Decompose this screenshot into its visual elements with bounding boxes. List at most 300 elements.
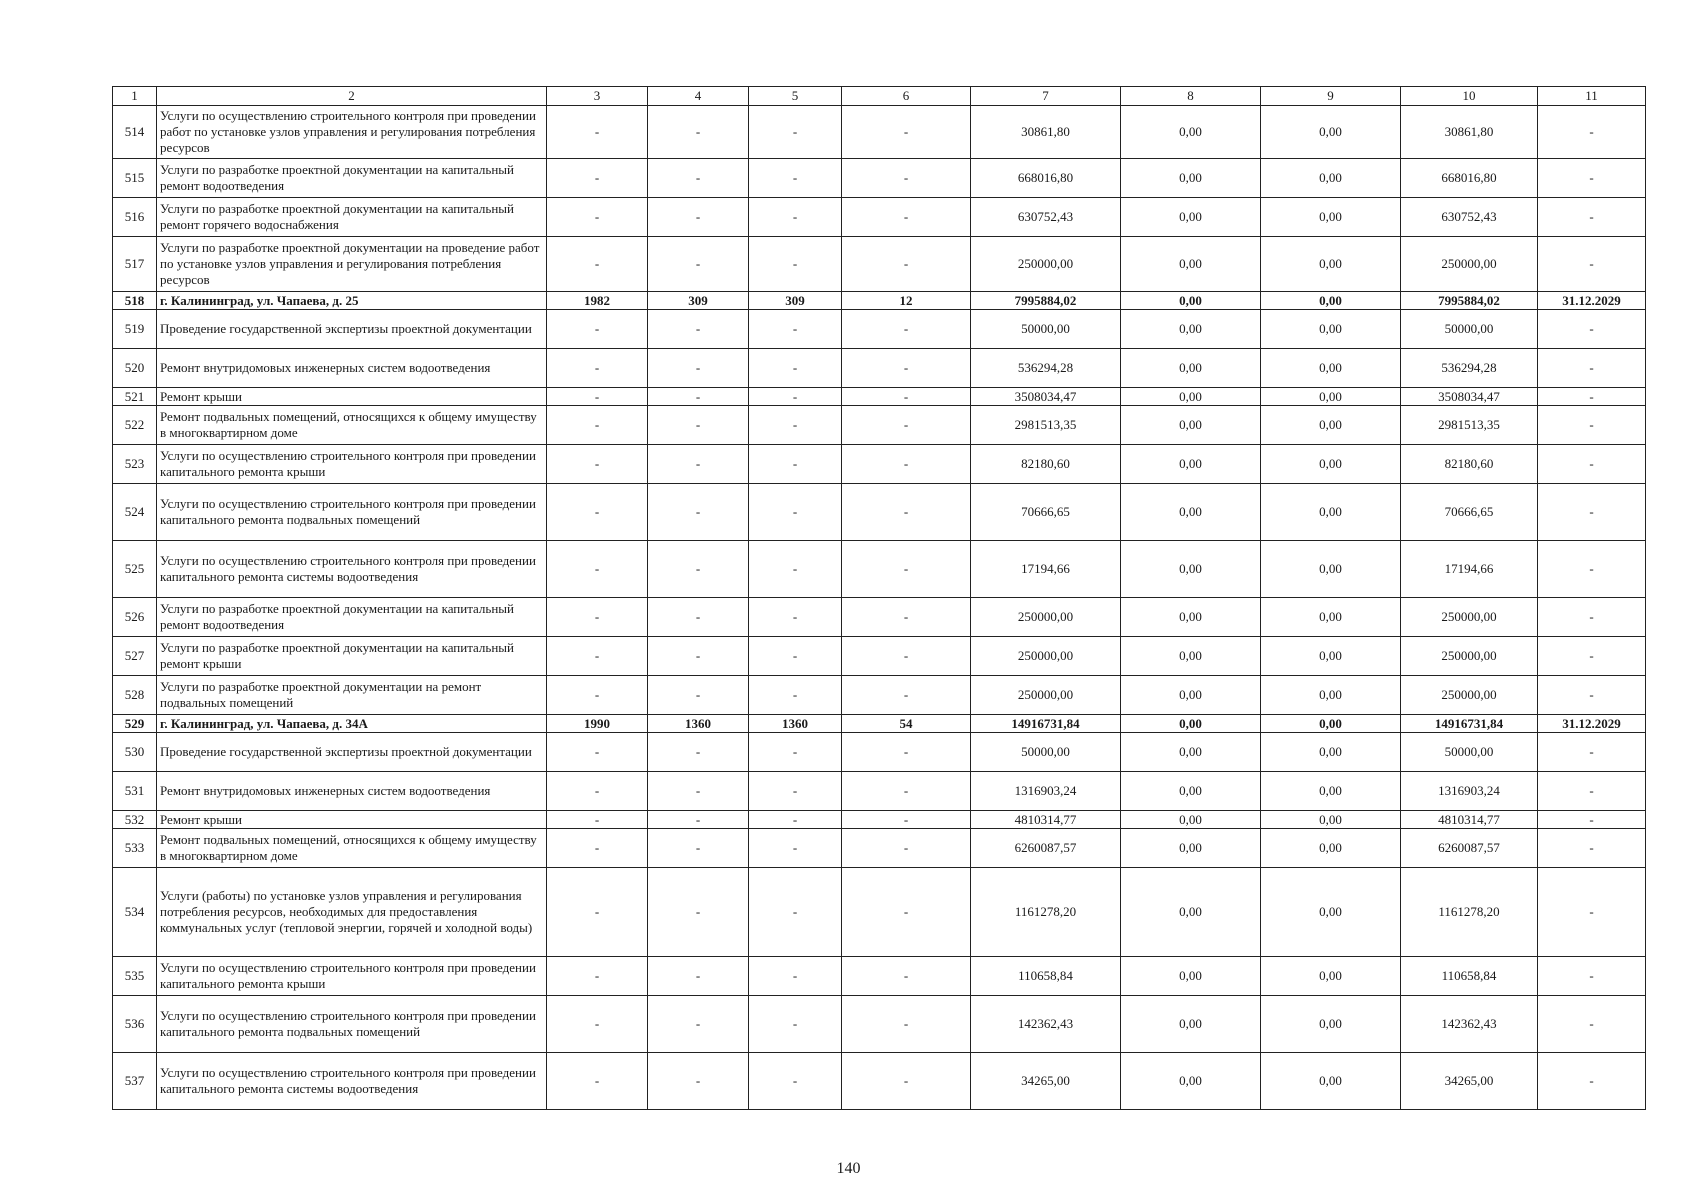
table-row	[113, 637, 1646, 676]
work-name: Проведение государственной экспертизы проектной документации	[157, 733, 547, 772]
col-9: 0,00	[1261, 868, 1401, 957]
table-row	[113, 829, 1646, 868]
work-name: г. Калининград, ул. Чапаева, д. 34А	[157, 715, 547, 733]
col-11: -	[1538, 159, 1646, 198]
table-row	[113, 541, 1646, 598]
table-row	[113, 484, 1646, 541]
col-3: -	[547, 996, 648, 1053]
col-5: -	[749, 996, 842, 1053]
col-6: -	[842, 106, 971, 159]
col-7-total: 250000,00	[971, 237, 1121, 292]
row-number: 527	[113, 637, 157, 676]
col-3: 1982	[547, 292, 648, 310]
table-row	[113, 996, 1646, 1053]
row-number: 532	[113, 811, 157, 829]
col-10: 6260087,57	[1401, 829, 1538, 868]
table-row	[113, 237, 1646, 292]
col-7-total: 536294,28	[971, 349, 1121, 388]
col-9: 0,00	[1261, 676, 1401, 715]
col-10: 82180,60	[1401, 445, 1538, 484]
col-4: -	[648, 1053, 749, 1110]
col-7-total: 6260087,57	[971, 829, 1121, 868]
col-4: -	[648, 349, 749, 388]
col-10: 2981513,35	[1401, 406, 1538, 445]
col-4: -	[648, 445, 749, 484]
col-6: -	[842, 676, 971, 715]
col-7-total: 30861,80	[971, 106, 1121, 159]
col-3: -	[547, 733, 648, 772]
col-4: -	[648, 310, 749, 349]
col-10: 250000,00	[1401, 676, 1538, 715]
col-4: -	[648, 541, 749, 598]
col-7-total: 50000,00	[971, 733, 1121, 772]
column-number: 4	[648, 87, 749, 106]
col-8: 0,00	[1121, 310, 1261, 349]
work-name: Услуги по разработке проектной документации на проведение работ по установке узлов управления и регулирования потребления ресурсов	[157, 237, 547, 292]
col-3: 1990	[547, 715, 648, 733]
col-3: -	[547, 349, 648, 388]
col-4: -	[648, 676, 749, 715]
col-8: 0,00	[1121, 996, 1261, 1053]
col-6: -	[842, 159, 971, 198]
col-3: -	[547, 237, 648, 292]
col-11: -	[1538, 637, 1646, 676]
work-name: Услуги по осуществлению строительного контроля при проведении капитального ремонта крыши	[157, 445, 547, 484]
table-row	[113, 445, 1646, 484]
col-9: 0,00	[1261, 406, 1401, 445]
work-name: Услуги по разработке проектной документации на ремонт подвальных помещений	[157, 676, 547, 715]
col-9: 0,00	[1261, 237, 1401, 292]
work-name: Услуги по осуществлению строительного контроля при проведении капитального ремонта крыши	[157, 957, 547, 996]
work-name: Проведение государственной экспертизы проектной документации	[157, 310, 547, 349]
col-8: 0,00	[1121, 676, 1261, 715]
col-10: 17194,66	[1401, 541, 1538, 598]
col-11: -	[1538, 829, 1646, 868]
work-name: Услуги по разработке проектной документации на капитальный ремонт водоотведения	[157, 598, 547, 637]
col-8: 0,00	[1121, 349, 1261, 388]
col-11: -	[1538, 676, 1646, 715]
table-body	[113, 87, 1646, 1110]
col-5: -	[749, 637, 842, 676]
column-number: 6	[842, 87, 971, 106]
col-5: -	[749, 733, 842, 772]
col-6: 12	[842, 292, 971, 310]
col-9: 0,00	[1261, 637, 1401, 676]
col-6: -	[842, 811, 971, 829]
col-6: -	[842, 198, 971, 237]
col-6: -	[842, 829, 971, 868]
work-name: Ремонт крыши	[157, 811, 547, 829]
col-8: 0,00	[1121, 388, 1261, 406]
col-6: -	[842, 637, 971, 676]
row-number: 534	[113, 868, 157, 957]
col-3: -	[547, 829, 648, 868]
col-3: -	[547, 484, 648, 541]
col-10: 110658,84	[1401, 957, 1538, 996]
col-3: -	[547, 811, 648, 829]
col-3: -	[547, 198, 648, 237]
column-number: 1	[113, 87, 157, 106]
col-11: -	[1538, 198, 1646, 237]
col-10: 250000,00	[1401, 237, 1538, 292]
col-5: -	[749, 484, 842, 541]
col-5: -	[749, 598, 842, 637]
col-5: -	[749, 957, 842, 996]
col-6: -	[842, 484, 971, 541]
col-10: 70666,65	[1401, 484, 1538, 541]
col-6: -	[842, 349, 971, 388]
col-3: -	[547, 772, 648, 811]
col-9: 0,00	[1261, 957, 1401, 996]
col-10: 7995884,02	[1401, 292, 1538, 310]
row-number: 514	[113, 106, 157, 159]
table-row	[113, 733, 1646, 772]
col-8: 0,00	[1121, 541, 1261, 598]
col-8: 0,00	[1121, 445, 1261, 484]
col-3: -	[547, 868, 648, 957]
column-number: 5	[749, 87, 842, 106]
col-4: -	[648, 406, 749, 445]
col-8: 0,00	[1121, 829, 1261, 868]
col-7-total: 70666,65	[971, 484, 1121, 541]
col-6: -	[842, 445, 971, 484]
col-4: -	[648, 811, 749, 829]
col-9: 0,00	[1261, 715, 1401, 733]
col-7-total: 110658,84	[971, 957, 1121, 996]
work-name: Услуги по разработке проектной документации на капитальный ремонт водоотведения	[157, 159, 547, 198]
col-7-total: 2981513,35	[971, 406, 1121, 445]
col-11: -	[1538, 388, 1646, 406]
column-number: 10	[1401, 87, 1538, 106]
col-3: -	[547, 406, 648, 445]
col-8: 0,00	[1121, 637, 1261, 676]
col-4: -	[648, 733, 749, 772]
col-10: 250000,00	[1401, 598, 1538, 637]
work-name: Услуги по осуществлению строительного контроля при проведении капитального ремонта подвальных помещений	[157, 996, 547, 1053]
col-9: 0,00	[1261, 772, 1401, 811]
col-4: -	[648, 388, 749, 406]
col-6: -	[842, 541, 971, 598]
row-number: 535	[113, 957, 157, 996]
column-number-row	[113, 87, 1646, 106]
col-9: 0,00	[1261, 484, 1401, 541]
col-11: -	[1538, 541, 1646, 598]
col-6: -	[842, 957, 971, 996]
col-10: 536294,28	[1401, 349, 1538, 388]
col-9: 0,00	[1261, 445, 1401, 484]
work-name: Ремонт внутридомовых инженерных систем водоотведения	[157, 349, 547, 388]
col-3: -	[547, 676, 648, 715]
col-3: -	[547, 637, 648, 676]
row-number: 533	[113, 829, 157, 868]
col-6: -	[842, 406, 971, 445]
table-row	[113, 811, 1646, 829]
col-5: -	[749, 349, 842, 388]
table-row	[113, 676, 1646, 715]
col-8: 0,00	[1121, 159, 1261, 198]
column-number: 9	[1261, 87, 1401, 106]
row-number: 520	[113, 349, 157, 388]
row-number: 515	[113, 159, 157, 198]
col-8: 0,00	[1121, 406, 1261, 445]
row-number: 523	[113, 445, 157, 484]
work-name: Ремонт подвальных помещений, относящихся к общему имуществу в многоквартирном доме	[157, 829, 547, 868]
col-5: -	[749, 310, 842, 349]
col-11: -	[1538, 349, 1646, 388]
col-5: -	[749, 106, 842, 159]
col-9: 0,00	[1261, 811, 1401, 829]
table-row	[113, 868, 1646, 957]
column-number: 8	[1121, 87, 1261, 106]
table-row	[113, 598, 1646, 637]
table-row	[113, 388, 1646, 406]
col-4: -	[648, 159, 749, 198]
col-8: 0,00	[1121, 868, 1261, 957]
col-5: -	[749, 541, 842, 598]
table-row	[113, 406, 1646, 445]
col-10: 34265,00	[1401, 1053, 1538, 1110]
work-name: Услуги по осуществлению строительного контроля при проведении капитального ремонта системы водоотведения	[157, 541, 547, 598]
col-10: 668016,80	[1401, 159, 1538, 198]
col-7-total: 1316903,24	[971, 772, 1121, 811]
col-4: -	[648, 637, 749, 676]
col-7-total: 82180,60	[971, 445, 1121, 484]
col-4: -	[648, 237, 749, 292]
row-number: 537	[113, 1053, 157, 1110]
row-number: 524	[113, 484, 157, 541]
col-6: -	[842, 388, 971, 406]
col-10: 1316903,24	[1401, 772, 1538, 811]
col-6: -	[842, 310, 971, 349]
col-11: -	[1538, 106, 1646, 159]
col-5: -	[749, 772, 842, 811]
col-8: 0,00	[1121, 106, 1261, 159]
col-6: -	[842, 598, 971, 637]
col-4: -	[648, 106, 749, 159]
row-number: 529	[113, 715, 157, 733]
col-11: -	[1538, 733, 1646, 772]
col-11: -	[1538, 237, 1646, 292]
column-number: 2	[157, 87, 547, 106]
col-5: -	[749, 406, 842, 445]
row-number: 522	[113, 406, 157, 445]
col-4: -	[648, 484, 749, 541]
col-3: -	[547, 159, 648, 198]
col-4: -	[648, 868, 749, 957]
col-11: -	[1538, 957, 1646, 996]
col-5: -	[749, 1053, 842, 1110]
col-10: 1161278,20	[1401, 868, 1538, 957]
col-9: 0,00	[1261, 388, 1401, 406]
col-4: -	[648, 598, 749, 637]
col-9: 0,00	[1261, 733, 1401, 772]
col-11: -	[1538, 868, 1646, 957]
col-3: -	[547, 310, 648, 349]
row-number: 536	[113, 996, 157, 1053]
row-number: 528	[113, 676, 157, 715]
col-10: 142362,43	[1401, 996, 1538, 1053]
col-7-total: 34265,00	[971, 1053, 1121, 1110]
col-8: 0,00	[1121, 237, 1261, 292]
col-11: -	[1538, 811, 1646, 829]
table-row	[113, 349, 1646, 388]
col-8: 0,00	[1121, 811, 1261, 829]
col-6: -	[842, 237, 971, 292]
work-name: Услуги по разработке проектной документации на капитальный ремонт горячего водоснабжения	[157, 198, 547, 237]
col-5: -	[749, 829, 842, 868]
work-name: Ремонт подвальных помещений, относящихся к общему имуществу в многоквартирном доме	[157, 406, 547, 445]
col-8: 0,00	[1121, 484, 1261, 541]
col-10: 50000,00	[1401, 310, 1538, 349]
row-number: 530	[113, 733, 157, 772]
col-10: 630752,43	[1401, 198, 1538, 237]
col-11: 31.12.2029	[1538, 292, 1646, 310]
col-8: 0,00	[1121, 772, 1261, 811]
col-9: 0,00	[1261, 996, 1401, 1053]
col-5: -	[749, 237, 842, 292]
table-row	[113, 1053, 1646, 1110]
col-4: -	[648, 996, 749, 1053]
col-9: 0,00	[1261, 598, 1401, 637]
col-10: 30861,80	[1401, 106, 1538, 159]
col-5: -	[749, 388, 842, 406]
col-8: 0,00	[1121, 1053, 1261, 1110]
work-name: Услуги по осуществлению строительного контроля при проведении капитального ремонта подвальных помещений	[157, 484, 547, 541]
col-3: -	[547, 445, 648, 484]
table-row	[113, 310, 1646, 349]
col-5: -	[749, 198, 842, 237]
col-6: 54	[842, 715, 971, 733]
col-5: 309	[749, 292, 842, 310]
col-4: 309	[648, 292, 749, 310]
col-7-total: 1161278,20	[971, 868, 1121, 957]
work-name: Ремонт крыши	[157, 388, 547, 406]
col-7-total: 142362,43	[971, 996, 1121, 1053]
col-7-total: 250000,00	[971, 637, 1121, 676]
work-name: Услуги по осуществлению строительного контроля при проведении капитального ремонта системы водоотведения	[157, 1053, 547, 1110]
col-6: -	[842, 996, 971, 1053]
col-9: 0,00	[1261, 829, 1401, 868]
row-number: 517	[113, 237, 157, 292]
col-9: 0,00	[1261, 310, 1401, 349]
work-name: Услуги по разработке проектной документации на капитальный ремонт крыши	[157, 637, 547, 676]
col-8: 0,00	[1121, 598, 1261, 637]
col-3: -	[547, 388, 648, 406]
col-6: -	[842, 1053, 971, 1110]
col-5: -	[749, 159, 842, 198]
col-7-total: 250000,00	[971, 676, 1121, 715]
col-11: -	[1538, 406, 1646, 445]
column-number: 11	[1538, 87, 1646, 106]
work-schedule-table	[112, 86, 1646, 1110]
work-name: Услуги (работы) по установке узлов управления и регулирования потребления ресурсов, необходимых для предоставления коммунальных услуг (тепловой энергии, горячей и холодной воды)	[157, 868, 547, 957]
table-row	[113, 957, 1646, 996]
col-9: 0,00	[1261, 292, 1401, 310]
col-4: -	[648, 957, 749, 996]
col-10: 250000,00	[1401, 637, 1538, 676]
row-number: 518	[113, 292, 157, 310]
col-8: 0,00	[1121, 292, 1261, 310]
col-7-total: 50000,00	[971, 310, 1121, 349]
col-7-total: 14916731,84	[971, 715, 1121, 733]
work-name: Услуги по осуществлению строительного контроля при проведении работ по установке узлов управления и регулирования потребления ресурсов	[157, 106, 547, 159]
row-number: 525	[113, 541, 157, 598]
page-number: 140	[836, 1160, 861, 1177]
table-row	[113, 198, 1646, 237]
col-11: -	[1538, 772, 1646, 811]
table-row	[113, 159, 1646, 198]
col-5: -	[749, 445, 842, 484]
col-9: 0,00	[1261, 106, 1401, 159]
col-9: 0,00	[1261, 349, 1401, 388]
row-number: 519	[113, 310, 157, 349]
col-11: -	[1538, 310, 1646, 349]
col-3: -	[547, 541, 648, 598]
col-4: -	[648, 772, 749, 811]
work-name: Ремонт внутридомовых инженерных систем водоотведения	[157, 772, 547, 811]
col-6: -	[842, 868, 971, 957]
col-11: -	[1538, 445, 1646, 484]
col-7-total: 630752,43	[971, 198, 1121, 237]
col-8: 0,00	[1121, 957, 1261, 996]
col-11: -	[1538, 598, 1646, 637]
col-8: 0,00	[1121, 198, 1261, 237]
col-11: -	[1538, 1053, 1646, 1110]
col-6: -	[842, 772, 971, 811]
col-5: -	[749, 811, 842, 829]
col-7-total: 7995884,02	[971, 292, 1121, 310]
work-name: г. Калининград, ул. Чапаева, д. 25	[157, 292, 547, 310]
col-4: 1360	[648, 715, 749, 733]
table-row	[113, 772, 1646, 811]
col-10: 14916731,84	[1401, 715, 1538, 733]
col-7-total: 3508034,47	[971, 388, 1121, 406]
col-5: -	[749, 676, 842, 715]
row-number: 526	[113, 598, 157, 637]
col-7-total: 250000,00	[971, 598, 1121, 637]
col-11: 31.12.2029	[1538, 715, 1646, 733]
col-3: -	[547, 598, 648, 637]
col-6: -	[842, 733, 971, 772]
col-9: 0,00	[1261, 159, 1401, 198]
col-9: 0,00	[1261, 1053, 1401, 1110]
col-7-total: 17194,66	[971, 541, 1121, 598]
col-10: 3508034,47	[1401, 388, 1538, 406]
column-number: 3	[547, 87, 648, 106]
col-3: -	[547, 957, 648, 996]
col-4: -	[648, 829, 749, 868]
col-5: -	[749, 868, 842, 957]
row-number: 531	[113, 772, 157, 811]
col-8: 0,00	[1121, 733, 1261, 772]
col-10: 4810314,77	[1401, 811, 1538, 829]
address-row	[113, 715, 1646, 733]
col-5: 1360	[749, 715, 842, 733]
col-9: 0,00	[1261, 541, 1401, 598]
col-10: 50000,00	[1401, 733, 1538, 772]
col-8: 0,00	[1121, 715, 1261, 733]
col-9: 0,00	[1261, 198, 1401, 237]
address-row	[113, 292, 1646, 310]
col-3: -	[547, 1053, 648, 1110]
row-number: 516	[113, 198, 157, 237]
table-row	[113, 106, 1646, 159]
col-4: -	[648, 198, 749, 237]
col-11: -	[1538, 996, 1646, 1053]
col-7-total: 4810314,77	[971, 811, 1121, 829]
column-number: 7	[971, 87, 1121, 106]
col-3: -	[547, 106, 648, 159]
